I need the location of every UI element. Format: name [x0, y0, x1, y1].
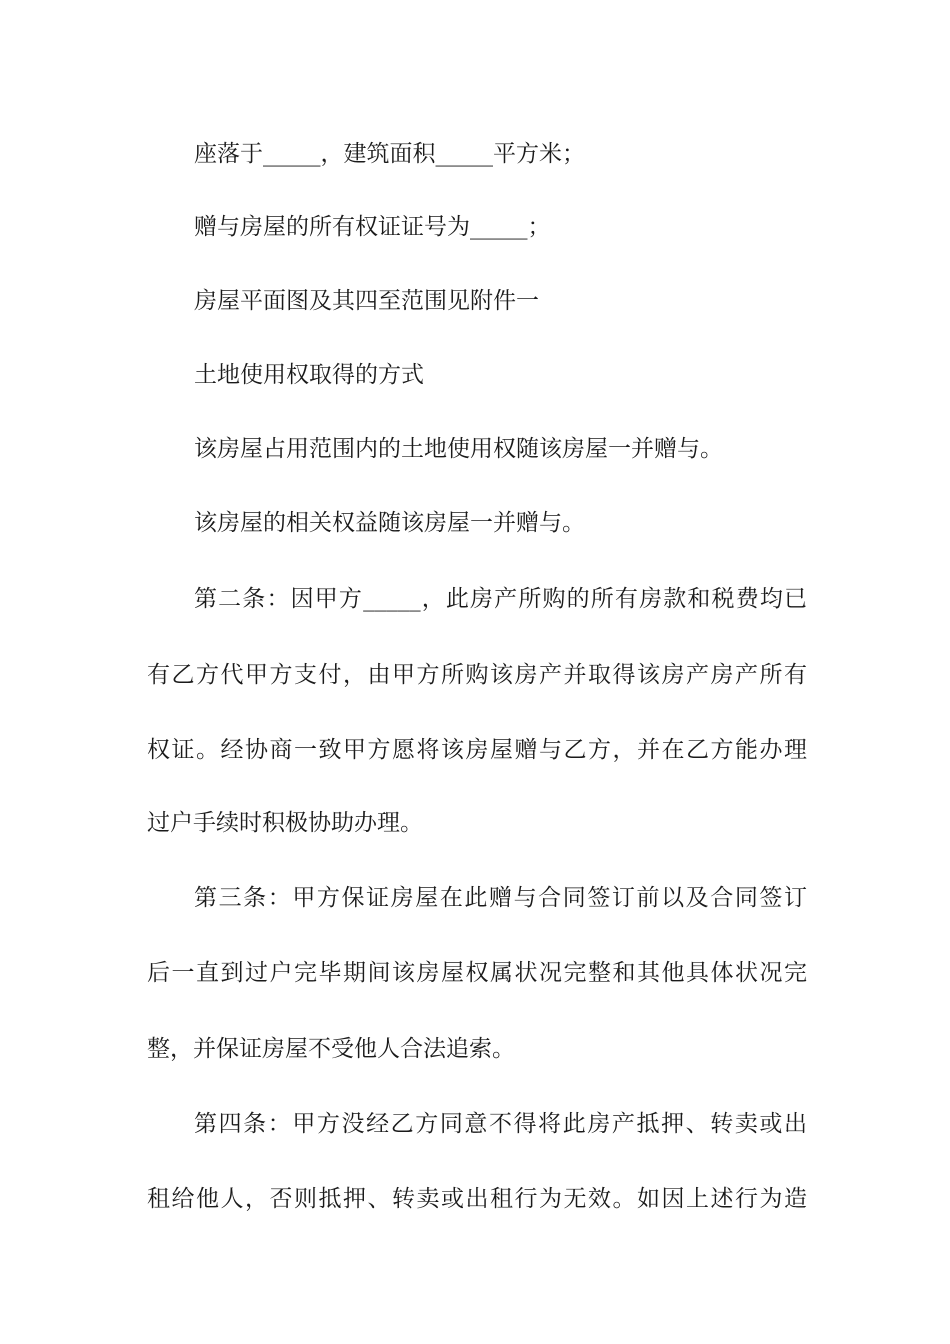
- text-line: 第二条：因甲方_____，此房产所购的所有房款和税费均已: [194, 586, 807, 612]
- text-line: 后一直到过户完毕期间该房屋权属状况完整和其他具体状况完: [147, 960, 807, 986]
- text-line: 该房屋的相关权益随该房屋一并赠与。: [194, 510, 585, 536]
- text-line: 租给他人，否则抵押、转卖或出租行为无效。如因上述行为造: [147, 1186, 807, 1212]
- text-line: 整，并保证房屋不受他人合法追索。: [147, 1036, 515, 1062]
- text-line: 有乙方代甲方支付，由甲方所购该房产并取得该房产房产所有: [147, 662, 807, 688]
- text-line: 第四条：甲方没经乙方同意不得将此房产抵押、转卖或出: [194, 1111, 807, 1137]
- text-line: 房屋平面图及其四至范围见附件一: [194, 288, 539, 314]
- text-line: 赠与房屋的所有权证证号为_____；: [194, 214, 551, 240]
- text-line: 过户手续时积极协助办理。: [147, 810, 423, 836]
- text-line: 第三条：甲方保证房屋在此赠与合同签订前以及合同签订: [194, 885, 807, 911]
- text-line: 该房屋占用范围内的土地使用权随该房屋一并赠与。: [194, 436, 723, 462]
- text-line: 座落于_____，建筑面积_____平方米；: [194, 141, 585, 167]
- text-line: 权证。经协商一致甲方愿将该房屋赠与乙方，并在乙方能办理: [147, 737, 807, 763]
- text-line: 土地使用权取得的方式: [194, 362, 424, 388]
